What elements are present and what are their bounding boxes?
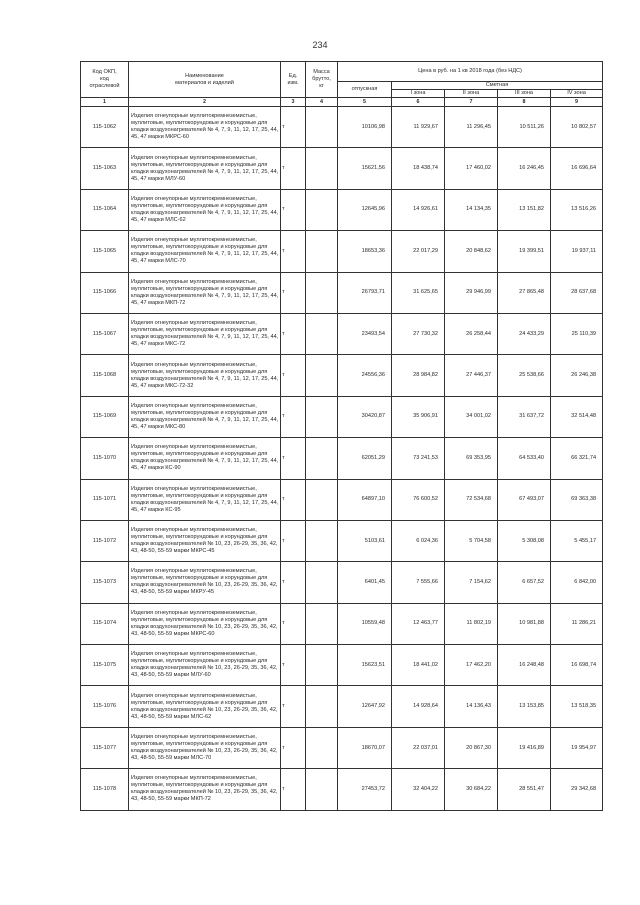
header-zone-4: IV зона bbox=[551, 90, 603, 98]
cell-zone-2-price: 69 353,95 bbox=[445, 438, 498, 479]
header-unit-line2: изм. bbox=[287, 79, 299, 86]
cell-mass bbox=[306, 727, 338, 768]
cell-mass bbox=[306, 603, 338, 644]
cell-release-price: 26793,71 bbox=[338, 272, 392, 313]
cell-name: Изделия огнеупорные муллитокремнеземистые, муллитовые, муллитокорундовые и корундовые для кладки воздухонагревателей № 4, 7, 9, 11, 12, 17, 25, 44, 45, 47 марки МКС-80 bbox=[129, 396, 281, 437]
column-number: 2 bbox=[129, 98, 281, 107]
cell-zone-4-price: 69 363,38 bbox=[551, 479, 603, 520]
cell-mass bbox=[306, 645, 338, 686]
column-number: 7 bbox=[445, 98, 498, 107]
cell-zone-2-price: 14 134,35 bbox=[445, 189, 498, 230]
cell-zone-2-price: 5 704,58 bbox=[445, 520, 498, 561]
cell-zone-2-price: 26 258,44 bbox=[445, 313, 498, 354]
table-row bbox=[81, 479, 603, 520]
cell-code: 115-1067 bbox=[81, 313, 129, 354]
cell-code: 115-1062 bbox=[81, 107, 129, 148]
cell-zone-2-price: 11 802,19 bbox=[445, 603, 498, 644]
cell-zone-2-price: 11 296,45 bbox=[445, 107, 498, 148]
table-row bbox=[81, 313, 603, 354]
cell-release-price: 18670,07 bbox=[338, 727, 392, 768]
cell-name: Изделия огнеупорные муллитокремнеземистые, муллитовые, муллитокорундовые и корундовые для кладки воздухонагревателей № 10, 23, 26-29, 35, 36, 42, 43, 48-50, 55-59 марки МКП-72 bbox=[129, 769, 281, 810]
table-row bbox=[81, 686, 603, 727]
header-estimate-price: Сметная bbox=[392, 82, 603, 90]
cell-name: Изделия огнеупорные муллитокремнеземистые, муллитовые, муллитокорундовые и корундовые для кладки воздухонагревателей № 4, 7, 9, 11, 12, 17, 25, 44, 45, 47 марки КС-95 bbox=[129, 479, 281, 520]
cell-zone-1-price: 73 241,53 bbox=[392, 438, 445, 479]
cell-unit: т bbox=[281, 727, 306, 768]
cell-zone-1-price: 11 929,67 bbox=[392, 107, 445, 148]
cell-name: Изделия огнеупорные муллитокремнеземистые, муллитовые, муллитокорундовые и корундовые для кладки воздухонагревателей № 4, 7, 9, 11, 12, 17, 25, 44, 45, 47 марки МЛУ-60 bbox=[129, 148, 281, 189]
cell-zone-4-price: 28 637,68 bbox=[551, 272, 603, 313]
cell-zone-2-price: 29 946,99 bbox=[445, 272, 498, 313]
cell-name: Изделия огнеупорные муллитокремнеземистые, муллитовые, муллитокорундовые и корундовые для кладки воздухонагревателей № 4, 7, 9, 11, 12, 17, 25, 44, 45, 47 марки КС-90 bbox=[129, 438, 281, 479]
cell-zone-1-price: 14 926,61 bbox=[392, 189, 445, 230]
cell-zone-3-price: 19 416,89 bbox=[498, 727, 551, 768]
header-name-line2: материалов и изделий bbox=[175, 79, 234, 86]
cell-unit: т bbox=[281, 645, 306, 686]
cell-unit: т bbox=[281, 520, 306, 561]
cell-release-price: 30420,87 bbox=[338, 396, 392, 437]
column-number: 4 bbox=[306, 98, 338, 107]
cell-mass bbox=[306, 479, 338, 520]
table-row bbox=[81, 355, 603, 396]
header-name bbox=[129, 62, 281, 98]
cell-zone-4-price: 26 246,38 bbox=[551, 355, 603, 396]
cell-zone-3-price: 6 657,52 bbox=[498, 562, 551, 603]
header-code-line1: Код ОКП, bbox=[92, 69, 117, 75]
cell-release-price: 15623,51 bbox=[338, 645, 392, 686]
cell-unit: т bbox=[281, 479, 306, 520]
cell-unit: т bbox=[281, 355, 306, 396]
column-number: 6 bbox=[392, 98, 445, 107]
cell-unit: т bbox=[281, 686, 306, 727]
table-row bbox=[81, 438, 603, 479]
cell-zone-3-price: 64 533,40 bbox=[498, 438, 551, 479]
cell-mass bbox=[306, 686, 338, 727]
cell-mass bbox=[306, 189, 338, 230]
cell-zone-4-price: 10 802,57 bbox=[551, 107, 603, 148]
header-zone-3: III зона bbox=[498, 90, 551, 98]
cell-zone-1-price: 12 463,77 bbox=[392, 603, 445, 644]
cell-mass bbox=[306, 272, 338, 313]
cell-mass bbox=[306, 520, 338, 561]
cell-zone-4-price: 29 342,68 bbox=[551, 769, 603, 810]
cell-release-price: 24556,36 bbox=[338, 355, 392, 396]
cell-code: 115-1064 bbox=[81, 189, 129, 230]
page-number: 234 bbox=[312, 40, 328, 50]
cell-zone-3-price: 27 865,48 bbox=[498, 272, 551, 313]
cell-name: Изделия огнеупорные муллитокремнеземистые, муллитовые, муллитокорундовые и корундовые для кладки воздухонагревателей № 4, 7, 9, 11, 12, 17, 25, 44, 45, 47 марки МКС-72-32 bbox=[129, 355, 281, 396]
cell-zone-4-price: 19 954,97 bbox=[551, 727, 603, 768]
column-number: 8 bbox=[498, 98, 551, 107]
cell-zone-1-price: 28 984,82 bbox=[392, 355, 445, 396]
cell-zone-1-price: 32 404,22 bbox=[392, 769, 445, 810]
cell-zone-1-price: 18 441,02 bbox=[392, 645, 445, 686]
cell-release-price: 12645,96 bbox=[338, 189, 392, 230]
cell-zone-3-price: 31 637,72 bbox=[498, 396, 551, 437]
cell-mass bbox=[306, 769, 338, 810]
cell-zone-4-price: 13 518,35 bbox=[551, 686, 603, 727]
cell-zone-3-price: 16 248,48 bbox=[498, 645, 551, 686]
cell-zone-1-price: 22 037,01 bbox=[392, 727, 445, 768]
cell-code: 115-1077 bbox=[81, 727, 129, 768]
cell-unit: т bbox=[281, 769, 306, 810]
cell-zone-1-price: 27 730,32 bbox=[392, 313, 445, 354]
table-row bbox=[81, 562, 603, 603]
cell-zone-3-price: 13 153,85 bbox=[498, 686, 551, 727]
cell-name: Изделия огнеупорные муллитокремнеземистые, муллитовые, муллитокорундовые и корундовые для кладки воздухонагревателей № 4, 7, 9, 11, 12, 17, 25, 44, 45, 47 марки МЛС-62 bbox=[129, 189, 281, 230]
cell-mass bbox=[306, 107, 338, 148]
cell-unit: т bbox=[281, 562, 306, 603]
header-unit bbox=[281, 62, 306, 98]
cell-release-price: 18653,36 bbox=[338, 231, 392, 272]
cell-code: 115-1078 bbox=[81, 769, 129, 810]
header-zone-1: I зона bbox=[392, 90, 445, 98]
header-mass-line1: Масса bbox=[313, 69, 330, 75]
cell-code: 115-1063 bbox=[81, 148, 129, 189]
cell-zone-1-price: 31 625,65 bbox=[392, 272, 445, 313]
cell-zone-1-price: 7 555,66 bbox=[392, 562, 445, 603]
cell-zone-4-price: 13 516,26 bbox=[551, 189, 603, 230]
cell-zone-1-price: 76 600,52 bbox=[392, 479, 445, 520]
cell-zone-1-price: 18 438,74 bbox=[392, 148, 445, 189]
cell-zone-2-price: 20 848,62 bbox=[445, 231, 498, 272]
cell-zone-2-price: 17 462,20 bbox=[445, 645, 498, 686]
cell-zone-4-price: 32 514,48 bbox=[551, 396, 603, 437]
column-number: 1 bbox=[81, 98, 129, 107]
cell-zone-4-price: 25 110,39 bbox=[551, 313, 603, 354]
cell-zone-3-price: 19 399,51 bbox=[498, 231, 551, 272]
cell-release-price: 5103,61 bbox=[338, 520, 392, 561]
cell-zone-4-price: 66 321,74 bbox=[551, 438, 603, 479]
cell-name: Изделия огнеупорные муллитокремнеземистые, муллитовые, муллитокорундовые и корундовые для кладки воздухонагревателей № 4, 7, 9, 11, 12, 17, 25, 44, 45, 47 марки МКС-72 bbox=[129, 313, 281, 354]
table-row bbox=[81, 107, 603, 148]
cell-unit: т bbox=[281, 603, 306, 644]
header-unit-line1: Ед. bbox=[288, 72, 298, 79]
header-price-group: Цена в руб. на 1 кв 2018 года (без НДС) bbox=[338, 62, 603, 82]
column-number: 3 bbox=[281, 98, 306, 107]
cell-unit: т bbox=[281, 107, 306, 148]
table-row bbox=[81, 231, 603, 272]
cell-zone-1-price: 6 024,36 bbox=[392, 520, 445, 561]
cell-name: Изделия огнеупорные муллитокремнеземистые, муллитовые, муллитокорундовые и корундовые для кладки воздухонагревателей № 10, 23, 26-29, 35, 36, 42, 43, 48-50, 55-59 марки МЛУ-60 bbox=[129, 645, 281, 686]
header-name-line1: Наименование bbox=[185, 72, 224, 79]
cell-zone-2-price: 17 460,02 bbox=[445, 148, 498, 189]
header-zone-2: II зона bbox=[445, 90, 498, 98]
cell-mass bbox=[306, 231, 338, 272]
cell-unit: т bbox=[281, 438, 306, 479]
cell-unit: т bbox=[281, 313, 306, 354]
cell-unit: т bbox=[281, 231, 306, 272]
cell-code: 115-1070 bbox=[81, 438, 129, 479]
table-row bbox=[81, 272, 603, 313]
cell-mass bbox=[306, 438, 338, 479]
cell-zone-2-price: 30 684,22 bbox=[445, 769, 498, 810]
header-code-line3: отраслевой bbox=[89, 83, 120, 89]
cell-zone-4-price: 16 696,64 bbox=[551, 148, 603, 189]
cell-unit: т bbox=[281, 396, 306, 437]
cell-mass bbox=[306, 562, 338, 603]
cell-code: 115-1071 bbox=[81, 479, 129, 520]
cell-zone-3-price: 24 433,29 bbox=[498, 313, 551, 354]
cell-release-price: 62051,29 bbox=[338, 438, 392, 479]
cell-release-price: 10559,48 bbox=[338, 603, 392, 644]
table-row bbox=[81, 769, 603, 810]
cell-mass bbox=[306, 313, 338, 354]
table-row bbox=[81, 645, 603, 686]
cell-release-price: 12647,92 bbox=[338, 686, 392, 727]
cell-zone-4-price: 16 698,74 bbox=[551, 645, 603, 686]
header-mass-line2: брутто, bbox=[312, 76, 331, 82]
cell-zone-4-price: 6 842,00 bbox=[551, 562, 603, 603]
cell-code: 115-1073 bbox=[81, 562, 129, 603]
cell-zone-1-price: 22 017,29 bbox=[392, 231, 445, 272]
cell-zone-4-price: 5 455,17 bbox=[551, 520, 603, 561]
cell-zone-1-price: 35 906,91 bbox=[392, 396, 445, 437]
cell-zone-2-price: 14 136,43 bbox=[445, 686, 498, 727]
table-row bbox=[81, 520, 603, 561]
column-number: 9 bbox=[551, 98, 603, 107]
cell-code: 115-1072 bbox=[81, 520, 129, 561]
cell-release-price: 15621,56 bbox=[338, 148, 392, 189]
cell-unit: т bbox=[281, 272, 306, 313]
cell-name: Изделия огнеупорные муллитокремнеземистые, муллитовые, муллитокорундовые и корундовые для кладки воздухонагревателей № 10, 23, 26-29, 35, 36, 42, 43, 48-50, 55-59 марки МКРС-45 bbox=[129, 520, 281, 561]
cell-zone-2-price: 7 154,62 bbox=[445, 562, 498, 603]
header-mass-line3: кг bbox=[319, 83, 324, 89]
table-row bbox=[81, 396, 603, 437]
cell-code: 115-1068 bbox=[81, 355, 129, 396]
table-row bbox=[81, 603, 603, 644]
cell-zone-2-price: 72 534,68 bbox=[445, 479, 498, 520]
cell-mass bbox=[306, 148, 338, 189]
cell-zone-2-price: 27 446,37 bbox=[445, 355, 498, 396]
cell-name: Изделия огнеупорные муллитокремнеземистые, муллитовые, муллитокорундовые и корундовые для кладки воздухонагревателей № 10, 23, 26-29, 35, 36, 42, 43, 48-50, 55-59 марки МЛС-62 bbox=[129, 686, 281, 727]
cell-zone-3-price: 13 151,82 bbox=[498, 189, 551, 230]
cell-name: Изделия огнеупорные муллитокремнеземистые, муллитовые, муллитокорундовые и корундовые для кладки воздухонагревателей № 4, 7, 9, 11, 12, 17, 25, 44, 45, 47 марки МКРС-60 bbox=[129, 107, 281, 148]
cell-code: 115-1075 bbox=[81, 645, 129, 686]
table-body bbox=[81, 107, 603, 811]
cell-code: 115-1065 bbox=[81, 231, 129, 272]
cell-name: Изделия огнеупорные муллитокремнеземистые, муллитовые, муллитокорундовые и корундовые для кладки воздухонагревателей № 4, 7, 9, 11, 12, 17, 25, 44, 45, 47 марки МЛС-70 bbox=[129, 231, 281, 272]
cell-code: 115-1074 bbox=[81, 603, 129, 644]
cell-release-price: 27453,72 bbox=[338, 769, 392, 810]
table-row bbox=[81, 148, 603, 189]
cell-code: 115-1066 bbox=[81, 272, 129, 313]
column-number: 5 bbox=[338, 98, 392, 107]
cell-zone-1-price: 14 928,64 bbox=[392, 686, 445, 727]
header-code-line2: код bbox=[100, 76, 109, 82]
cell-name: Изделия огнеупорные муллитокремнеземистые, муллитовые, муллитокорундовые и корундовые для кладки воздухонагревателей № 10, 23, 26-29, 35, 36, 42, 43, 48-50, 55-59 марки МЛС-70 bbox=[129, 727, 281, 768]
cell-zone-3-price: 25 538,66 bbox=[498, 355, 551, 396]
cell-name: Изделия огнеупорные муллитокремнеземистые, муллитовые, муллитокорундовые и корундовые для кладки воздухонагревателей № 4, 7, 9, 11, 12, 17, 25, 44, 45, 47 марки МКП-72 bbox=[129, 272, 281, 313]
cell-unit: т bbox=[281, 189, 306, 230]
header-mass bbox=[306, 62, 338, 98]
cell-name: Изделия огнеупорные муллитокремнеземистые, муллитовые, муллитокорундовые и корундовые для кладки воздухонагревателей № 10, 23, 26-29, 35, 36, 42, 43, 48-50, 55-59 марки МКРУ-45 bbox=[129, 562, 281, 603]
table-row bbox=[81, 189, 603, 230]
cell-zone-4-price: 19 937,11 bbox=[551, 231, 603, 272]
cell-zone-2-price: 20 867,30 bbox=[445, 727, 498, 768]
cell-unit: т bbox=[281, 148, 306, 189]
cell-mass bbox=[306, 396, 338, 437]
cell-zone-3-price: 16 246,45 bbox=[498, 148, 551, 189]
cell-zone-4-price: 11 286,21 bbox=[551, 603, 603, 644]
cell-mass bbox=[306, 355, 338, 396]
column-numbers-row bbox=[81, 98, 603, 107]
cell-zone-2-price: 34 001,02 bbox=[445, 396, 498, 437]
header-release-price: отпускная bbox=[338, 82, 392, 98]
table-row bbox=[81, 727, 603, 768]
cell-name: Изделия огнеупорные муллитокремнеземистые, муллитовые, муллитокорундовые и корундовые для кладки воздухонагревателей № 10, 23, 26-29, 35, 36, 42, 43, 48-50, 55-59 марки МКРС-60 bbox=[129, 603, 281, 644]
cell-release-price: 6401,45 bbox=[338, 562, 392, 603]
cell-zone-3-price: 67 493,07 bbox=[498, 479, 551, 520]
cell-release-price: 23493,54 bbox=[338, 313, 392, 354]
cell-zone-3-price: 10 511,26 bbox=[498, 107, 551, 148]
header-code bbox=[81, 62, 129, 98]
cell-zone-3-price: 5 308,08 bbox=[498, 520, 551, 561]
price-table bbox=[80, 61, 603, 811]
cell-zone-3-price: 10 981,88 bbox=[498, 603, 551, 644]
cell-zone-3-price: 28 551,47 bbox=[498, 769, 551, 810]
table-header bbox=[81, 62, 603, 107]
cell-code: 115-1069 bbox=[81, 396, 129, 437]
cell-release-price: 64897,10 bbox=[338, 479, 392, 520]
cell-release-price: 10106,98 bbox=[338, 107, 392, 148]
cell-code: 115-1076 bbox=[81, 686, 129, 727]
